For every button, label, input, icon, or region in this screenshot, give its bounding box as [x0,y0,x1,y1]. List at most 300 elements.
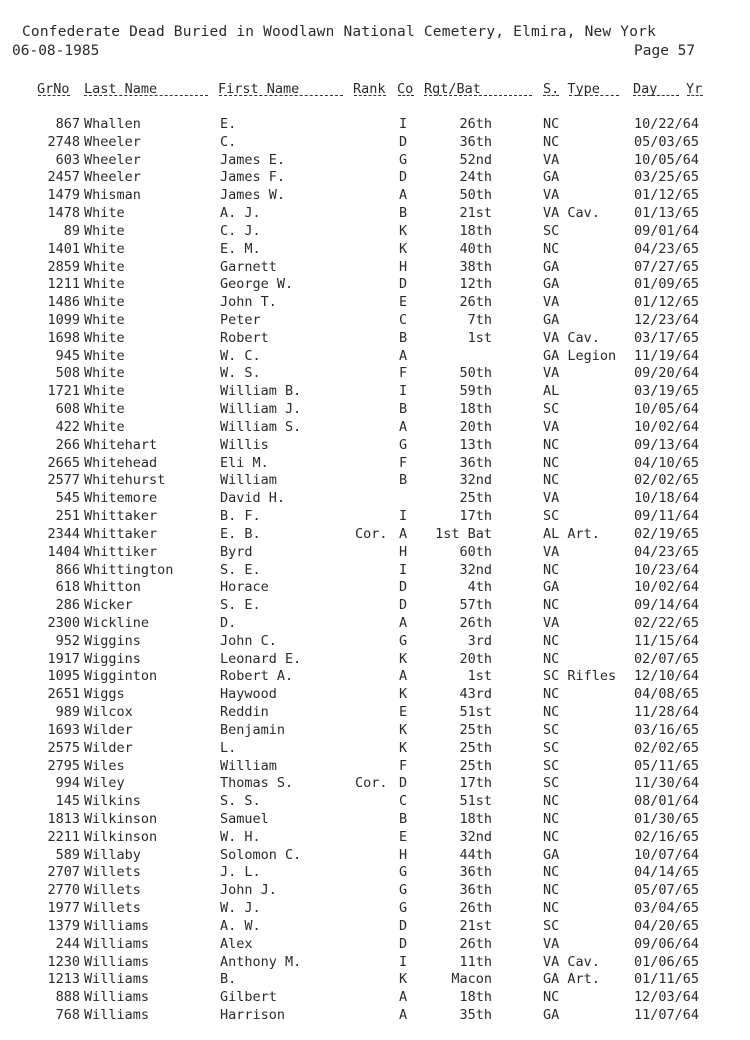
company-cell: A [399,525,408,542]
table-row [0,667,750,685]
table-row [0,543,750,561]
death-date-cell: 04/08/65 [634,686,700,703]
regiment-cell: 26th [459,935,492,952]
grave-number-cell: 2665 [47,454,80,471]
regiment-cell: 25th [459,490,492,507]
rank-cell: Cor. [355,775,388,792]
table-row [0,846,750,864]
state-type-cell: NC [543,900,560,917]
regiment-cell: 40th [459,240,492,257]
regiment-cell: 36th [459,454,492,471]
first-name-cell: W. H. [220,828,261,845]
grave-number-cell: 1721 [47,383,80,400]
first-name-cell: Thomas S. [220,775,294,792]
company-cell: D [399,276,408,293]
table-row [0,133,750,151]
regiment-cell: 26th [459,900,492,917]
first-name-cell: Horace [220,579,269,596]
grave-number-cell: 2748 [47,133,80,150]
death-date-cell: 05/11/65 [634,757,700,774]
grave-number-cell: 618 [55,579,80,596]
state-type-cell: VA [543,543,560,560]
company-cell: G [399,436,408,453]
last-name-cell: Whitemore [84,490,158,507]
grave-number-cell: 1099 [47,312,80,329]
first-name-cell: James E. [220,151,286,168]
header-rank: Rank [353,81,386,97]
underline-day [633,95,679,96]
last-name-cell: Whittiker [84,543,158,560]
grave-number-cell: 2300 [47,614,80,631]
death-date-cell: 10/07/64 [634,846,700,863]
last-name-cell: Willets [84,882,141,899]
table-row [0,525,750,543]
death-date-cell: 03/17/65 [634,329,700,346]
regiment-cell: 1st [467,329,492,346]
first-name-cell: Haywood [220,686,277,703]
regiment-cell: 51st [459,793,492,810]
first-name-cell: Peter [220,312,261,329]
state-type-cell: SC [543,775,560,792]
state-type-cell: NC [543,133,560,150]
grave-number-cell: 1486 [47,294,80,311]
company-cell: A [399,614,408,631]
table-row [0,347,750,365]
death-date-cell: 12/03/64 [634,989,700,1006]
grave-number-cell: 1917 [47,650,80,667]
death-date-cell: 11/30/64 [634,775,700,792]
regiment-cell: 12th [459,276,492,293]
first-name-cell: William B. [220,383,302,400]
regiment-cell: 36th [459,133,492,150]
state-type-cell: VA [543,614,560,631]
state-type-cell: NC [543,632,560,649]
death-date-cell: 11/07/64 [634,1007,700,1023]
death-date-cell: 10/02/64 [634,418,700,435]
grave-number-cell: 89 [63,222,80,239]
death-date-cell: 04/14/65 [634,864,700,881]
death-date-cell: 04/10/65 [634,454,700,471]
state-type-cell: GA Legion [543,347,617,364]
first-name-cell: W. J. [220,900,261,917]
last-name-cell: Williams [84,953,150,970]
death-date-cell: 09/01/64 [634,222,700,239]
first-name-cell: L. [220,739,237,756]
state-type-cell: SC [543,739,560,756]
regiment-cell: 25th [459,739,492,756]
last-name-cell: White [84,418,125,435]
underline-yr [687,95,703,96]
first-name-cell: Willis [220,436,269,453]
grave-number-cell: 1478 [47,205,80,222]
death-date-cell: 11/28/64 [634,704,700,721]
company-cell: F [399,454,408,471]
grave-number-cell: 952 [55,632,80,649]
header-s-type: S. Type [543,81,600,97]
table-row [0,258,750,276]
death-date-cell: 04/23/65 [634,543,700,560]
first-name-cell: John J. [220,882,277,899]
regiment-cell: 38th [459,258,492,275]
state-type-cell: VA Cav. [543,953,600,970]
state-type-cell: NC [543,793,560,810]
underline-first-name [219,95,343,96]
company-cell: H [399,543,408,560]
regiment-cell: 44th [459,846,492,863]
regiment-cell: 7th [467,312,492,329]
first-name-cell: Robert [220,329,269,346]
regiment-cell: 32nd [459,472,492,489]
last-name-cell: White [84,240,125,257]
company-cell: H [399,258,408,275]
last-name-cell: Willets [84,900,141,917]
company-cell: I [399,116,408,132]
regiment-cell: 18th [459,989,492,1006]
first-name-cell: E. [220,116,237,132]
grave-number-cell: 545 [55,490,80,507]
last-name-cell: Williams [84,989,150,1006]
grave-number-cell: 1693 [47,721,80,738]
table-row [0,792,750,810]
first-name-cell: Reddin [220,704,269,721]
company-cell: B [399,401,408,418]
grave-number-cell: 2707 [47,864,80,881]
state-type-cell: NC [543,454,560,471]
grave-number-cell: 286 [55,597,80,614]
regiment-cell: 1st [467,668,492,685]
death-date-cell: 01/11/65 [634,971,700,988]
state-type-cell: GA [543,169,560,186]
regiment-cell: 36th [459,864,492,881]
last-name-cell: White [84,347,125,364]
first-name-cell: E. B. [220,525,261,542]
death-date-cell: 02/07/65 [634,650,700,667]
grave-number-cell: 145 [55,793,80,810]
state-type-cell: VA [543,935,560,952]
regiment-cell: 20th [459,650,492,667]
grave-number-cell: 244 [55,935,80,952]
state-type-cell: GA [543,258,560,275]
company-cell: B [399,472,408,489]
last-name-cell: Wiggs [84,686,125,703]
table-row [0,917,750,935]
regiment-cell: 60th [459,543,492,560]
death-date-cell: 05/07/65 [634,882,700,899]
last-name-cell: Wiles [84,757,125,774]
state-type-cell: SC [543,721,560,738]
company-cell: D [399,579,408,596]
death-date-cell: 08/01/64 [634,793,700,810]
company-cell: K [399,222,408,239]
first-name-cell: William J. [220,401,302,418]
state-type-cell: SC [543,917,560,934]
header-rgt-bat: Rgt/Bat [424,81,481,97]
first-name-cell: Samuel [220,810,269,827]
grave-number-cell: 2211 [47,828,80,845]
first-name-cell: John C. [220,632,277,649]
death-date-cell: 09/13/64 [634,436,700,453]
grave-number-cell: 2651 [47,686,80,703]
death-date-cell: 10/05/64 [634,151,700,168]
first-name-cell: George W. [220,276,294,293]
state-type-cell: AL Art. [543,525,600,542]
grave-number-cell: 1698 [47,329,80,346]
table-row [0,436,750,454]
company-cell: A [399,347,408,364]
first-name-cell: Alex [220,935,253,952]
grave-number-cell: 251 [55,508,80,525]
death-date-cell: 07/27/65 [634,258,700,275]
grave-number-cell: 1230 [47,953,80,970]
first-name-cell: A. W. [220,917,261,934]
underline-grno [38,95,70,96]
death-date-cell: 02/22/65 [634,614,700,631]
state-type-cell: NC [543,864,560,881]
last-name-cell: Wickline [84,614,150,631]
last-name-cell: Wilcox [84,704,133,721]
regiment-cell: 59th [459,383,492,400]
death-date-cell: 01/30/65 [634,810,700,827]
first-name-cell: William S. [220,418,302,435]
grave-number-cell: 2795 [47,757,80,774]
company-cell: A [399,668,408,685]
rank-cell: Cor. [355,525,388,542]
first-name-cell: S. E. [220,597,261,614]
last-name-cell: White [84,222,125,239]
first-name-cell: Leonard E. [220,650,302,667]
company-cell: K [399,971,408,988]
grave-number-cell: 867 [55,116,80,132]
last-name-cell: White [84,258,125,275]
grave-number-cell: 2344 [47,525,80,542]
regiment-cell: 43rd [459,686,492,703]
company-cell: B [399,329,408,346]
state-type-cell: NC [543,650,560,667]
table-row [0,471,750,489]
first-name-cell: Garnett [220,258,277,275]
state-type-cell: GA [543,312,560,329]
table-row [0,632,750,650]
first-name-cell: Gilbert [220,989,277,1006]
regiment-cell: 17th [459,775,492,792]
state-type-cell: NC [543,686,560,703]
death-date-cell: 02/16/65 [634,828,700,845]
table-row [0,828,750,846]
table-row [0,739,750,757]
last-name-cell: Wheeler [84,133,141,150]
death-date-cell: 11/15/64 [634,632,700,649]
last-name-cell: White [84,205,125,222]
regiment-cell: 25th [459,757,492,774]
state-type-cell: GA [543,1007,560,1023]
company-cell: I [399,508,408,525]
state-type-cell: VA [543,490,560,507]
state-type-cell: NC [543,704,560,721]
company-cell: K [399,650,408,667]
company-cell: K [399,739,408,756]
state-type-cell: VA [543,151,560,168]
last-name-cell: Wilder [84,739,133,756]
company-cell: G [399,632,408,649]
last-name-cell: Williams [84,935,150,952]
grave-number-cell: 945 [55,347,80,364]
page-number: Page 57 [634,43,696,59]
last-name-cell: White [84,294,125,311]
grave-number-cell: 608 [55,401,80,418]
death-date-cell: 01/12/65 [634,294,700,311]
first-name-cell: James W. [220,187,286,204]
regiment-cell: 50th [459,187,492,204]
table-row [0,151,750,169]
table-row [0,275,750,293]
state-type-cell: GA [543,276,560,293]
grave-number-cell: 2770 [47,882,80,899]
death-date-cell: 02/02/65 [634,472,700,489]
grave-number-cell: 768 [55,1007,80,1023]
table-row [0,596,750,614]
last-name-cell: Wicker [84,597,133,614]
state-type-cell: NC [543,810,560,827]
company-cell: I [399,561,408,578]
company-cell: I [399,383,408,400]
death-date-cell: 05/03/65 [634,133,700,150]
state-type-cell: NC [543,989,560,1006]
state-type-cell: GA [543,846,560,863]
last-name-cell: Wigginton [84,668,158,685]
first-name-cell: Solomon C. [220,846,302,863]
table-row [0,757,750,775]
death-date-cell: 04/23/65 [634,240,700,257]
death-date-cell: 01/06/65 [634,953,700,970]
grave-number-cell: 2575 [47,739,80,756]
state-type-cell: VA Cav. [543,205,600,222]
regiment-cell: 20th [459,418,492,435]
last-name-cell: Wheeler [84,169,141,186]
last-name-cell: Williams [84,971,150,988]
regiment-cell: 1st Bat [435,525,492,542]
state-type-cell: VA [543,418,560,435]
last-name-cell: Wilkinson [84,810,158,827]
company-cell: K [399,240,408,257]
last-name-cell: Whisman [84,187,141,204]
death-date-cell: 03/16/65 [634,721,700,738]
regiment-cell: 18th [459,401,492,418]
grave-number-cell: 2457 [47,169,80,186]
death-date-cell: 03/19/65 [634,383,700,400]
company-cell: D [399,169,408,186]
first-name-cell: James F. [220,169,286,186]
regiment-cell: 24th [459,169,492,186]
table-row [0,650,750,668]
state-type-cell: VA Cav. [543,329,600,346]
regiment-cell: 35th [459,1007,492,1023]
death-date-cell: 12/10/64 [634,668,700,685]
grave-number-cell: 989 [55,704,80,721]
regiment-cell: 17th [459,508,492,525]
table-row [0,329,750,347]
first-name-cell: Benjamin [220,721,286,738]
grave-number-cell: 1211 [47,276,80,293]
table-row [0,685,750,703]
state-type-cell: NC [543,116,560,132]
first-name-cell: D. [220,614,237,631]
underline-co [398,95,414,96]
company-cell: K [399,686,408,703]
last-name-cell: Whittaker [84,508,158,525]
grave-number-cell: 1404 [47,543,80,560]
underline-rank [354,95,386,96]
table-row [0,222,750,240]
first-name-cell: Anthony M. [220,953,302,970]
table-row [0,561,750,579]
regiment-cell: Macon [451,971,492,988]
underline-last-name [84,95,208,96]
grave-number-cell: 266 [55,436,80,453]
table-row [0,810,750,828]
regiment-cell: 26th [459,116,492,132]
death-date-cell: 10/02/64 [634,579,700,596]
underline-state [543,95,559,96]
regiment-cell: 32nd [459,561,492,578]
document-date: 06-08-1985 [12,43,100,59]
company-cell: G [399,882,408,899]
grave-number-cell: 1379 [47,917,80,934]
regiment-cell: 13th [459,436,492,453]
table-row [0,863,750,881]
last-name-cell: Wiggins [84,650,141,667]
regiment-cell: 3rd [467,632,492,649]
state-type-cell: NC [543,561,560,578]
regiment-cell: 25th [459,721,492,738]
state-type-cell: SC Rifles [543,668,617,685]
company-cell: D [399,935,408,952]
last-name-cell: Williams [84,917,150,934]
grave-number-cell: 888 [55,989,80,1006]
company-cell: G [399,151,408,168]
table-row [0,1006,750,1024]
last-name-cell: White [84,276,125,293]
regiment-cell: 36th [459,882,492,899]
table-row [0,454,750,472]
underline-type [569,95,619,96]
first-name-cell: J. L. [220,864,261,881]
death-date-cell: 11/19/64 [634,347,700,364]
underline-rgt-bat [424,95,532,96]
last-name-cell: Wiley [84,775,125,792]
grave-number-cell: 422 [55,418,80,435]
grave-number-cell: 2577 [47,472,80,489]
death-date-cell: 09/20/64 [634,365,700,382]
first-name-cell: W. S. [220,365,261,382]
last-name-cell: White [84,383,125,400]
state-type-cell: NC [543,882,560,899]
last-name-cell: White [84,329,125,346]
table-row [0,240,750,258]
grave-number-cell: 603 [55,151,80,168]
last-name-cell: White [84,365,125,382]
company-cell: E [399,828,408,845]
company-cell: H [399,846,408,863]
grave-number-cell: 1977 [47,900,80,917]
table-row [0,578,750,596]
grave-number-cell: 1213 [47,971,80,988]
table-row [0,899,750,917]
first-name-cell: William [220,757,277,774]
state-type-cell: NC [543,597,560,614]
death-date-cell: 10/18/64 [634,490,700,507]
table-row [0,418,750,436]
company-cell: A [399,1007,408,1023]
